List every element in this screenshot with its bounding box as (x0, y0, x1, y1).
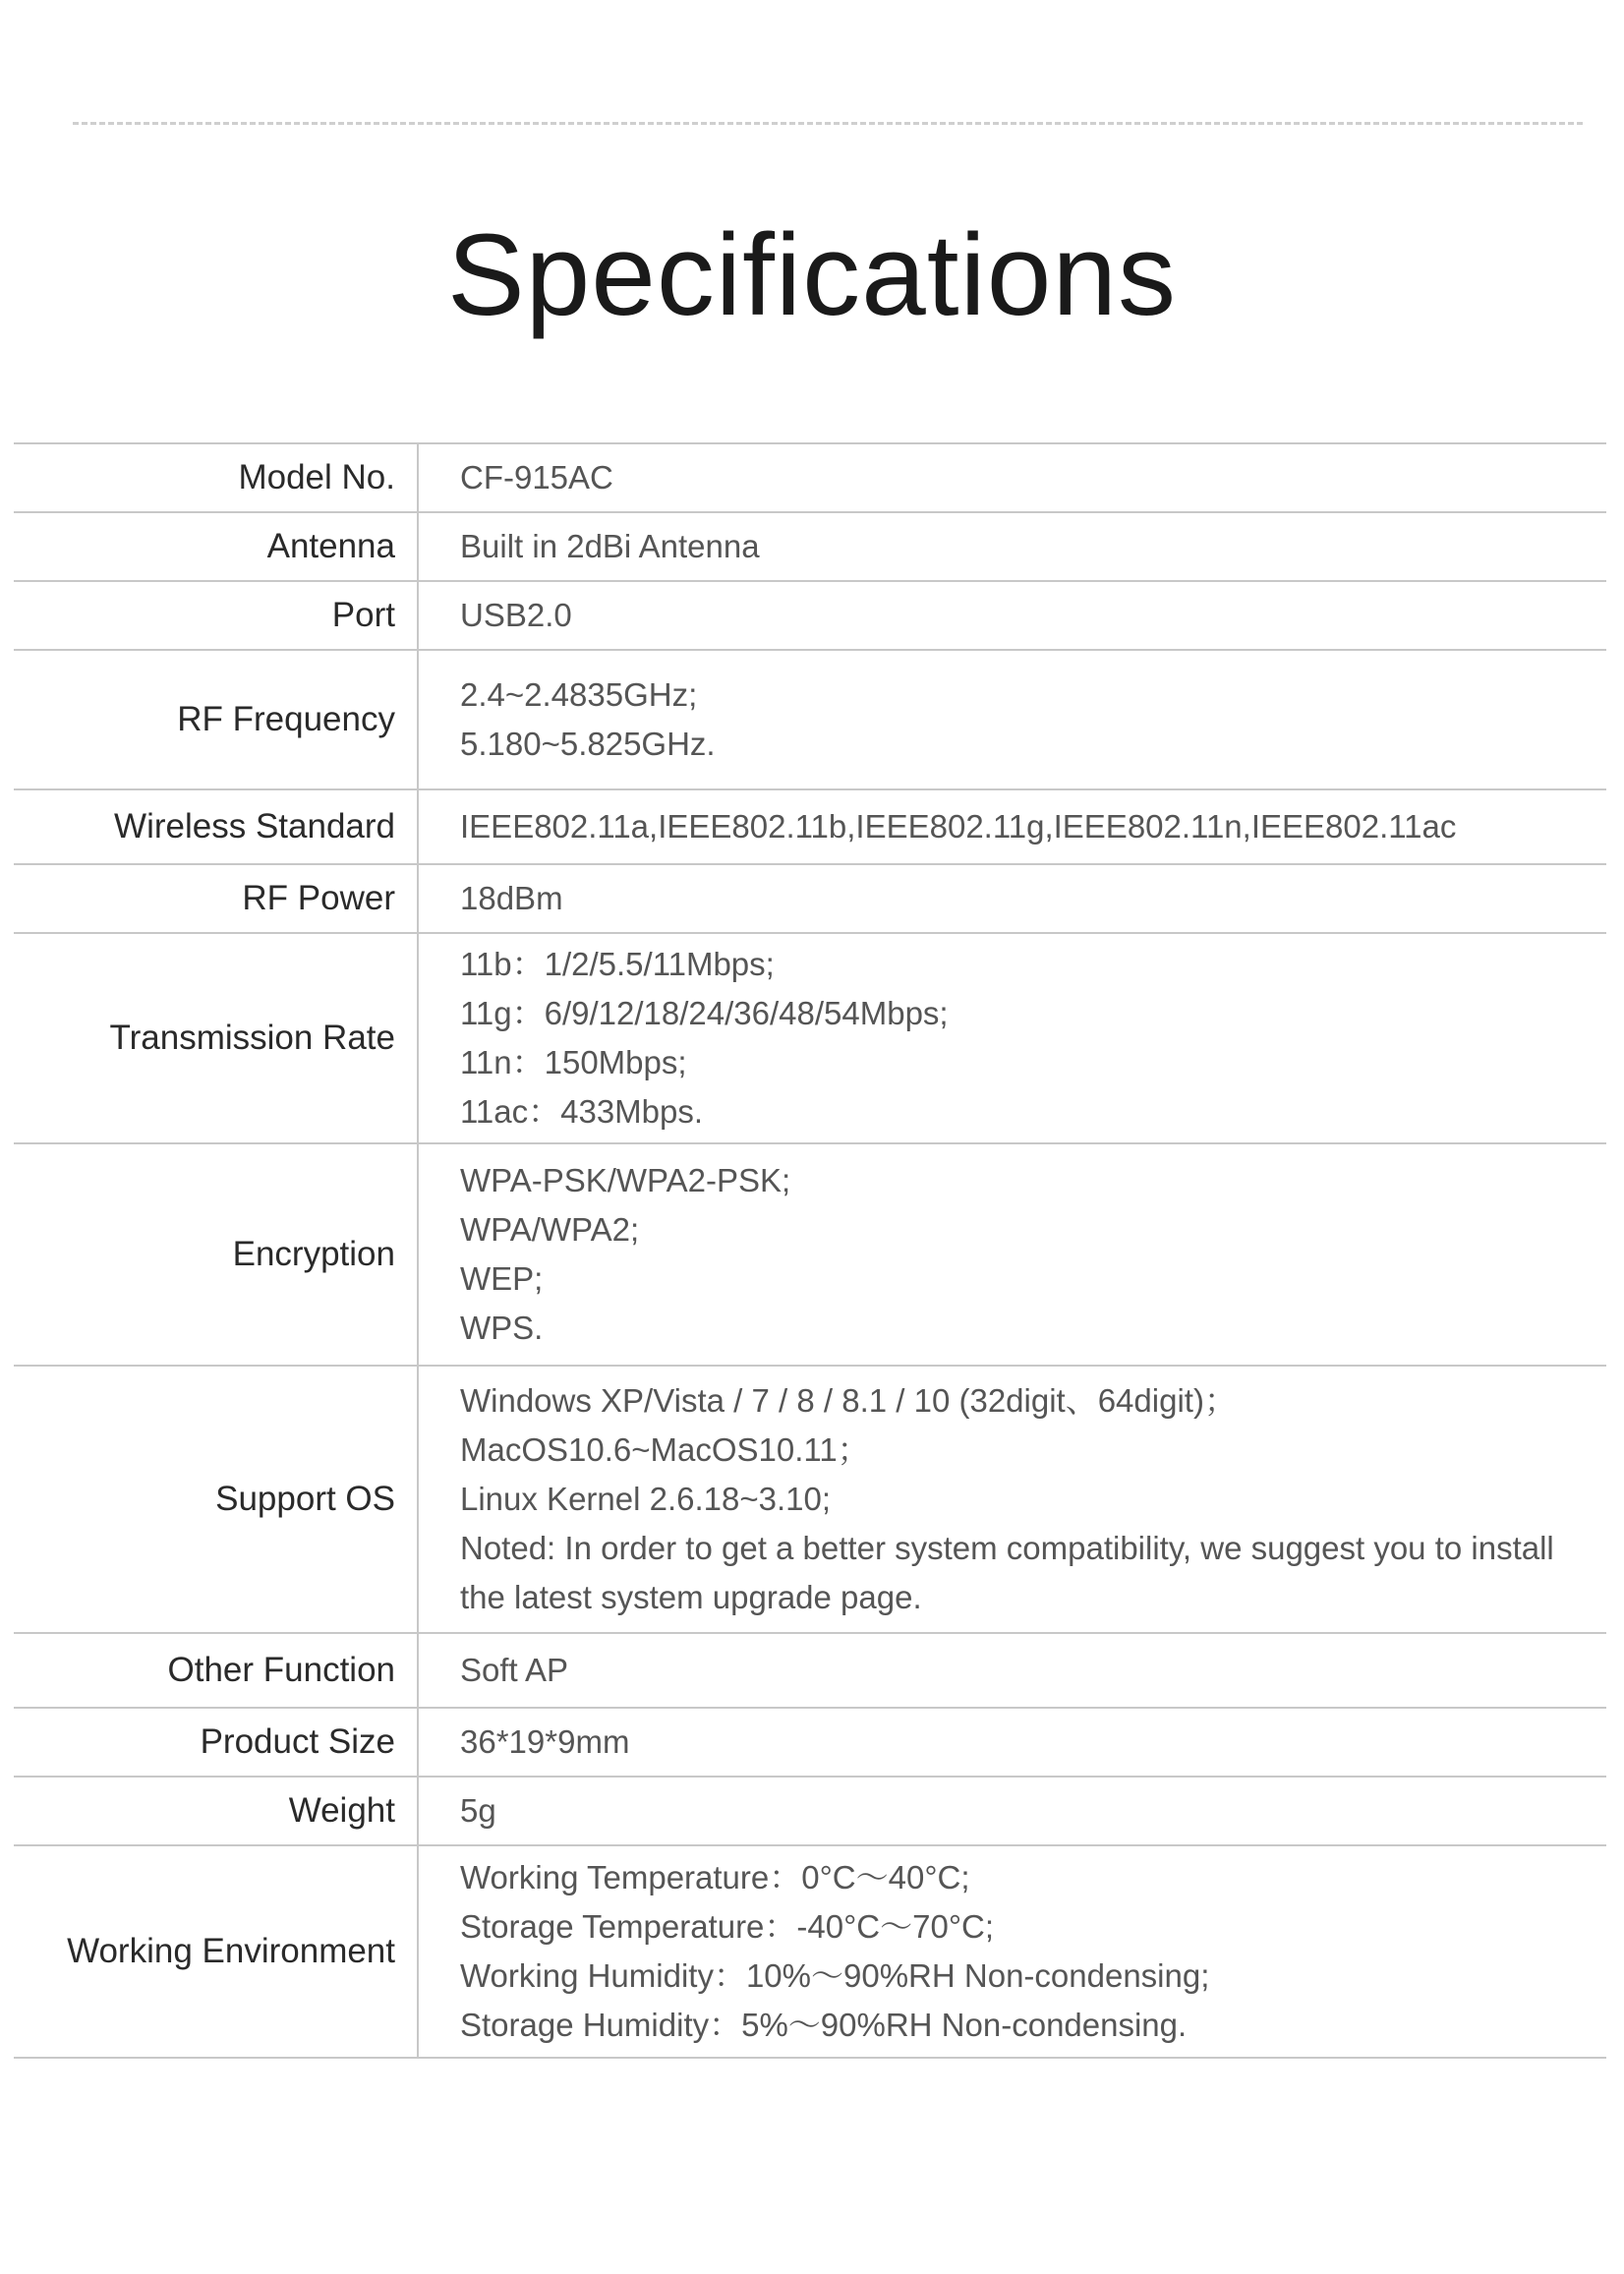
spec-label: Encryption (14, 1144, 419, 1365)
spec-label: RF Power (14, 865, 419, 932)
spec-value: WPA-PSK/WPA2-PSK; (460, 1162, 791, 1198)
spec-row (14, 865, 1606, 934)
spec-value: Soft AP (460, 1652, 569, 1688)
spec-value: MacOS10.6~MacOS10.11； (460, 1431, 870, 1468)
spec-value: 18dBm (460, 880, 563, 916)
spec-label: Weight (14, 1778, 419, 1844)
spec-row (14, 1778, 1606, 1846)
spec-value: 5g (460, 1792, 496, 1829)
spec-value: WPS. (460, 1310, 544, 1346)
spec-value: WEP; (460, 1260, 544, 1297)
spec-row (14, 582, 1606, 651)
dashed-divider (73, 122, 1583, 125)
spec-row (14, 1709, 1606, 1778)
spec-value: 36*19*9mm (460, 1723, 630, 1760)
spec-label: Transmission Rate (14, 934, 419, 1142)
spec-label: Model No. (14, 444, 419, 511)
spec-label: Working Environment (14, 1846, 419, 2057)
spec-values (419, 1709, 1606, 1776)
spec-value: 5.180~5.825GHz. (460, 726, 716, 762)
spec-values (419, 1144, 1606, 1365)
spec-value: 11g：6/9/12/18/24/36/48/54Mbps; (460, 995, 949, 1031)
spec-value: Storage Temperature：-40°C～70°C; (460, 1908, 995, 1945)
spec-value: 11n：150Mbps; (460, 1044, 687, 1080)
spec-value: 2.4~2.4835GHz; (460, 676, 698, 713)
spec-values (419, 513, 1606, 580)
spec-value: Storage Humidity：5%～90%RH Non-condensing. (460, 2007, 1188, 2043)
spec-row (14, 1846, 1606, 2059)
spec-row (14, 1367, 1606, 1634)
spec-value: Working Temperature：0°C～40°C; (460, 1859, 970, 1895)
spec-value: WPA/WPA2; (460, 1211, 640, 1248)
spec-values (419, 651, 1606, 788)
spec-value: Linux Kernel 2.6.18~3.10; (460, 1481, 832, 1517)
spec-values (419, 865, 1606, 932)
spec-row (14, 1144, 1606, 1367)
spec-label: Antenna (14, 513, 419, 580)
spec-value: Built in 2dBi Antenna (460, 528, 760, 564)
spec-value: Windows XP/Vista / 7 / 8 / 8.1 / 10 (32digit、64digit)； (460, 1382, 1237, 1419)
spec-row (14, 790, 1606, 865)
spec-label: Product Size (14, 1709, 419, 1776)
spec-values (419, 1778, 1606, 1844)
spec-values (419, 1367, 1606, 1632)
spec-value: Noted: In order to get a better system compatibility, we suggest you to install the latest system upgrade page. (460, 1530, 1554, 1615)
spec-table (14, 442, 1606, 2059)
spec-label: Port (14, 582, 419, 649)
spec-values (419, 444, 1606, 511)
spec-value: Working Humidity：10%～90%RH Non-condensing; (460, 1957, 1210, 1994)
spec-value: CF-915AC (460, 459, 613, 496)
spec-row (14, 651, 1606, 790)
spec-value: IEEE802.11a,IEEE802.11b,IEEE802.11g,IEEE802.11n,IEEE802.11ac (460, 808, 1457, 845)
page-title: Specifications (446, 210, 1178, 340)
spec-values (419, 1846, 1606, 2057)
spec-values (419, 934, 1606, 1142)
spec-row (14, 444, 1606, 513)
spec-value: 11b：1/2/5.5/11Mbps; (460, 946, 775, 982)
spec-values (419, 1634, 1606, 1707)
spec-row (14, 513, 1606, 582)
spec-value: USB2.0 (460, 597, 572, 633)
spec-label: Other Function (14, 1634, 419, 1707)
spec-row (14, 1634, 1606, 1709)
spec-label: Support OS (14, 1367, 419, 1632)
spec-values (419, 790, 1606, 863)
spec-label: RF Frequency (14, 651, 419, 788)
spec-values (419, 582, 1606, 649)
spec-row (14, 934, 1606, 1144)
spec-value: 11ac：433Mbps. (460, 1093, 704, 1130)
spec-label: Wireless Standard (14, 790, 419, 863)
